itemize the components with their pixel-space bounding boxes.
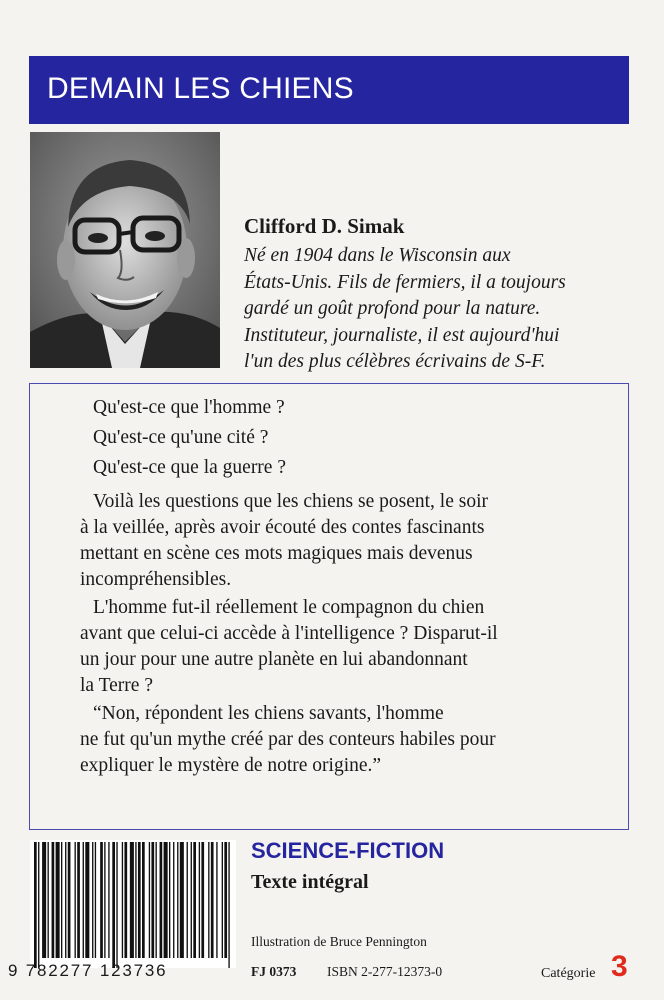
question-3: Qu'est-ce que la guerre ?: [93, 457, 286, 478]
barcode-bar: [216, 842, 217, 958]
paragraph-line: un jour pour une autre planète en lui abandonnant: [80, 649, 468, 670]
barcode-bar: [48, 842, 49, 958]
barcode-bar: [52, 842, 55, 958]
question-1: Qu'est-ce que l'homme ?: [93, 397, 285, 418]
barcode-bar: [180, 842, 184, 958]
barcode-bar: [108, 842, 109, 958]
barcode-bar: [160, 842, 163, 958]
barcode-bar: [199, 842, 200, 958]
bio-line: gardé un goût profond pour la nature.: [244, 298, 541, 319]
barcode-bar: [75, 842, 76, 958]
paragraph-line: à la veillée, après avoir écouté des contes fascinants: [80, 517, 485, 538]
blurb-paragraph-2: [80, 595, 620, 699]
paragraph-line: Voilà les questions que les chiens se posent, le soir: [93, 491, 488, 512]
barcode-bar: [122, 842, 123, 958]
barcode-bar: [104, 842, 105, 958]
barcode-bar: [208, 842, 209, 958]
barcode-bar: [169, 842, 170, 958]
paragraph-line: ne fut qu'un mythe créé par des conteurs habiles pour: [80, 729, 496, 750]
barcode-bar: [228, 842, 229, 968]
author-bio: [244, 243, 624, 376]
barcode-bar: [95, 842, 96, 958]
barcode-bar: [68, 842, 71, 958]
barcode-number: 9 782277 123736: [8, 961, 168, 980]
barcode-bar: [149, 842, 150, 958]
barcode-bar: [112, 842, 115, 968]
barcode-bar: [187, 842, 188, 958]
barcode-bar: [201, 842, 204, 958]
barcode-bar: [193, 842, 196, 958]
paragraph-line: “Non, répondent les chiens savants, l'homme: [93, 703, 444, 724]
barcode-bar: [65, 842, 66, 958]
barcode-bar: [156, 842, 157, 958]
barcode-bar: [151, 842, 154, 958]
blurb-paragraph-3: [80, 701, 620, 779]
barcode-bar: [92, 842, 93, 958]
bio-line: l'un des plus célèbres écrivains de S-F.: [244, 351, 546, 372]
barcode-bar: [138, 842, 141, 958]
bio-line: Instituteur, journaliste, il est aujourd'hui: [244, 324, 560, 346]
barcode-bar: [38, 842, 39, 968]
barcode-bar: [222, 842, 223, 958]
category-label: Catégorie: [541, 966, 596, 981]
barcode-bar: [142, 842, 145, 958]
title-banner: [29, 56, 629, 124]
barcode-bar: [116, 842, 117, 968]
barcode-bar: [164, 842, 168, 958]
barcode-bar: [191, 842, 192, 958]
barcode-bar: [173, 842, 174, 958]
barcode-bar: [61, 842, 62, 958]
paragraph-line: expliquer le mystère de notre origine.”: [80, 755, 382, 776]
barcode-bar: [83, 842, 84, 958]
barcode-bar: [56, 842, 60, 958]
collection-label: SCIENCE-FICTION: [251, 838, 445, 863]
barcode-bar: [124, 842, 127, 958]
author-portrait: [30, 132, 220, 368]
book-title: DEMAIN LES CHIENS: [47, 72, 354, 105]
barcode-bar: [211, 842, 214, 958]
barcode-bar: [42, 842, 46, 958]
question-2: Qu'est-ce qu'une cité ?: [93, 427, 269, 448]
paragraph-line: incompréhensibles.: [80, 569, 232, 590]
paragraph-line: la Terre ?: [80, 675, 153, 696]
category-number: 3: [611, 950, 628, 983]
blurb-paragraph-1: [80, 489, 620, 593]
barcode-bar: [85, 842, 89, 958]
fj-code: FJ 0373: [251, 964, 297, 979]
barcode-bar: [100, 842, 103, 958]
barcode-bar: [177, 842, 178, 958]
barcode: [30, 840, 236, 968]
illustration-credit: Illustration de Bruce Pennington: [251, 934, 427, 949]
bio-line: Né en 1904 dans le Wisconsin aux: [244, 245, 511, 266]
barcode-bar: [135, 842, 136, 958]
isbn: ISBN 2-277-12373-0: [327, 964, 443, 979]
paragraph-line: avant que celui-ci accède à l'intelligence ? Disparut-il: [80, 623, 498, 644]
barcode-bar: [77, 842, 80, 958]
bio-line: États-Unis. Fils de fermiers, il a toujours: [244, 271, 566, 293]
barcode-bar: [130, 842, 134, 958]
barcode-bar: [224, 842, 227, 958]
edition-label: Texte intégral: [251, 871, 369, 893]
barcode-bar: [34, 842, 37, 968]
author-name: Clifford D. Simak: [244, 214, 405, 238]
paragraph-line: L'homme fut-il réellement le compagnon du chien: [93, 597, 485, 618]
paragraph-line: mettant en scène ces mots magiques mais devenus: [80, 543, 473, 564]
